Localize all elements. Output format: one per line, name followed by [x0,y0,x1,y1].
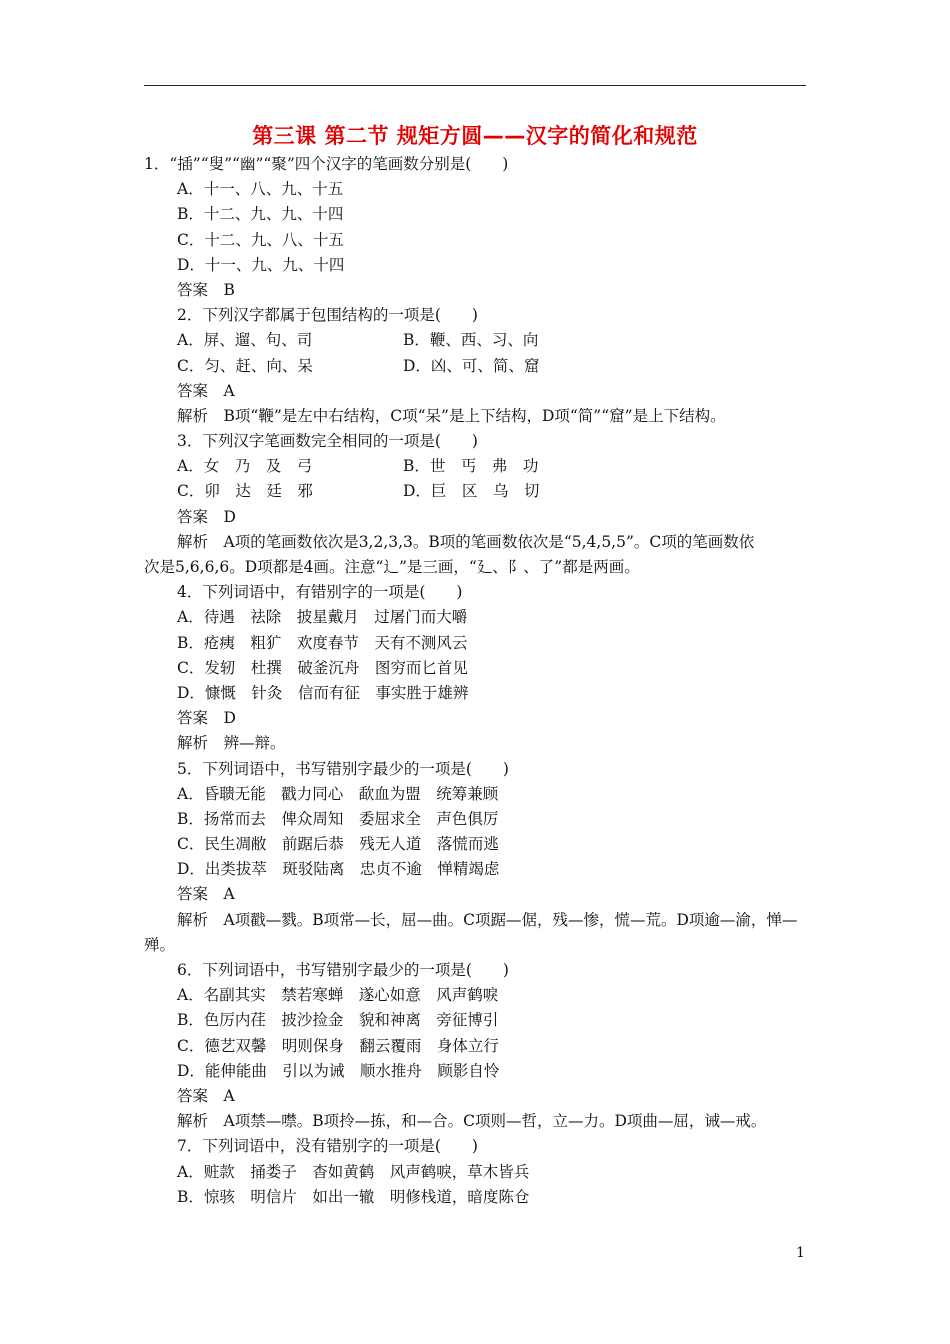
line-text: C．德艺双馨 明则保身 翻云覆雨 身体立行 [177,1036,499,1055]
line-text: B．色厉内荏 披沙捡金 貌和神离 旁征博引 [177,1011,499,1030]
text-line [144,328,824,353]
text-line [144,782,824,807]
line-text: A．名副其实 禁若寒蝉 遂心如意 风声鹤唳 [177,986,499,1005]
option-right: B．世 丐 弗 功 [403,457,539,476]
line-text: 6．下列词语中，书写错别字最少的一项是( ) [177,961,509,979]
line-text: 解析 A项戳—戮。B项常—长，屈—曲。C项踞—倨，残—惨，慌—荒。D项逾—渝，惮— [177,910,798,929]
line-text: D．十一、九、九、十四 [177,255,345,274]
line-text: 殚。 [144,935,176,954]
text-line [144,1109,824,1134]
option-left: A．屏、遛、句、司 [177,331,313,350]
text-line [144,681,824,706]
line-text: 4．下列词语中，有错别字的一项是( ) [177,583,463,602]
text-line [144,379,824,404]
option-left: C．卯 达 廷 邪 [177,482,313,501]
text-line [144,354,824,379]
option-left: A．女 乃 及 弓 [177,457,313,476]
text-line [144,454,824,479]
line-text: B．十二、九、九、十四 [177,205,344,224]
text-line [144,1134,824,1159]
text-line [144,983,824,1008]
text-line [144,303,824,328]
text-line [144,958,824,983]
line-text: C．民生凋敝 前踞后恭 残无人道 落慌而逃 [177,835,499,854]
header-rule [144,85,806,86]
text-line [144,731,824,756]
text-line [144,530,824,555]
line-text: A．昏聩无能 戳力同心 歃血为盟 统筹兼顾 [177,784,499,803]
option-right: D．凶、可、简、窟 [403,356,540,375]
line-text: C．发轫 杜撰 破釜沉舟 图穷而匕首见 [177,658,468,677]
line-text: 答案 A [177,885,235,904]
text-line [144,253,824,278]
text-line [144,857,824,882]
line-text: 次是5,6,6,6。D项都是4画。注意“辶”是三画，“廴、阝、了”都是两画。 [144,558,640,576]
text-line [144,505,824,530]
text-line [144,177,824,202]
option-left: C．匀、赶、向、呆 [177,356,313,375]
line-text: A．十一、八、九、十五 [177,180,344,199]
line-text: 答案 B [177,280,235,299]
line-text: 答案 A [177,1086,235,1105]
text-line [144,479,824,504]
text-line [144,152,824,177]
line-text: B．疮痍 粗犷 欢度春节 天有不测风云 [177,633,468,652]
text-line [144,1084,824,1109]
text-line [144,908,824,933]
text-line [144,757,824,782]
text-line [144,832,824,857]
text-line [144,1160,824,1185]
text-line [144,631,824,656]
line-text: A．待遇 祛除 披星戴月 过屠门而大嚼 [177,608,468,627]
line-text: 答案 D [177,709,236,728]
line-text: 1．“插”“叟”“幽”“聚”四个汉字的笔画数分别是( ) [144,155,509,173]
page-number: 1 [796,1245,805,1261]
text-line [144,933,824,958]
text-line [144,1034,824,1059]
text-line [144,1185,824,1210]
text-line [144,807,824,832]
line-text: 3．下列汉字笔画数完全相同的一项是( ) [177,432,478,451]
line-text: D．慷慨 针灸 信而有征 事实胜于雄辨 [177,683,469,702]
text-line [144,404,824,429]
line-text: 解析 辨—辩。 [177,734,286,753]
text-line [144,882,824,907]
line-text: B．扬常而去 俾众周知 委屈求全 声色俱厉 [177,809,499,828]
line-text: 答案 A [177,381,235,400]
text-line [144,1008,824,1033]
text-line [144,656,824,681]
page-title: 第三课 第二节 规矩方圆——汉字的简化和规范 [252,124,698,148]
line-text: C．十二、九、八、十五 [177,230,344,249]
line-text: 解析 B项“鞭”是左中右结构，C项“呆”是上下结构，D项“简”“窟”是上下结构。 [177,406,726,425]
text-line [144,1059,824,1084]
line-text: 5．下列词语中，书写错别字最少的一项是( ) [177,759,509,778]
text-line [144,228,824,253]
option-right: D．巨 区 乌 切 [403,482,540,501]
line-text: D．出类拔萃 斑驳陆离 忠贞不逾 惮精竭虑 [177,860,500,879]
line-text: 解析 A项的笔画数依次是3,2,3,3。B项的笔画数依次是“5,4,5,5”。C项的笔画数依 [177,532,755,551]
line-text: 7．下列词语中，没有错别字的一项是( ) [177,1137,478,1156]
text-line [144,429,824,454]
document-body [144,152,824,1210]
text-line [144,555,824,580]
line-text: A．赃款 捅娄子 杳如黄鹤 风声鹤唳，草木皆兵 [177,1162,530,1181]
text-line [144,605,824,630]
text-line [144,706,824,731]
text-line [144,580,824,605]
line-text: D．能伸能曲 引以为诫 顺水推舟 顾影自怜 [177,1061,500,1080]
text-line [144,202,824,227]
line-text: 2．下列汉字都属于包围结构的一项是( ) [177,306,478,325]
option-right: B．鞭、西、习、向 [403,331,539,350]
line-text: B．惊骇 明信片 如出一辙 明修栈道，暗度陈仓 [177,1187,530,1206]
line-text: 答案 D [177,507,236,526]
line-text: 解析 A项禁—噤。B项拎—拣，和—合。C项则—哲，立—力。D项曲—屈，诫—戒。 [177,1112,767,1131]
text-line [144,278,824,303]
